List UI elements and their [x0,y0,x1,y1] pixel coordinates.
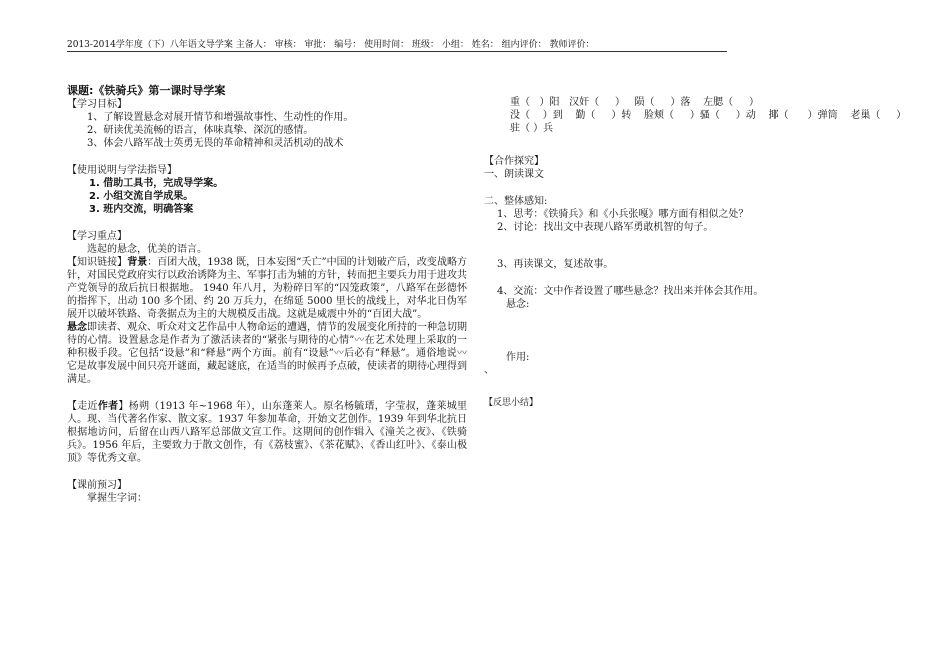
suspense-label: 悬念 [67,322,87,333]
question-2: 2、讨论：找出文中表现八路军勇敢机智的句子。 [497,222,714,233]
focus-text: 选起的悬念，优美的语言。 [87,244,207,255]
question-1: 1、思考：《铁骑兵》和《小兵张嘎》哪方面有相似之处？ [497,209,749,220]
goal-item-1: 1、了解设置悬念对展开情节和增强故事性、生动性的作用。 [87,112,354,123]
vocab-line-2: 没（ ）到 勤（ ）转 脸颊（ ）骚（ ）动 揶（ ）弹筒 老巢（ ） [510,110,907,121]
usage-item-2: 2. 小组交流自学成果。 [89,191,194,202]
usage-heading: 【使用说明与学法指导】 [67,165,177,176]
vocab-line-1: 重（ ）阳 汉奸（ ） 陨（ ）落 左腮（ ） [510,97,760,108]
goals-heading: 【学习目标】 [67,99,127,110]
usage-item-1: 1. 借助工具书，完成导学案。 [89,178,224,189]
question-4: 4、交流：文中作者设置了哪些悬念？找出来并体会其作用。 [497,286,764,297]
author-label: 作者 [97,401,119,412]
left-column [67,84,467,505]
suspense-answer-label: 悬念: [506,299,530,310]
overall-perception: 二、整体感知: [484,196,548,207]
coop-heading: 【合作探究】 [484,156,544,167]
right-column [484,96,907,410]
reflect-heading: 【反思小结】 [484,398,539,408]
author-lead: 【走近 [67,401,98,412]
preview-heading: 【课前预习】 [67,480,127,491]
goal-item-2: 2、研读优美流畅的语言，体味真挚、深沉的感情。 [87,125,314,136]
suspense-text: 即读者、观众、听众对文艺作品中人物命运的遭遇，情节的发展变化所持的一种急切期待的心情。设置悬念是作者为了激活读者的“紧张与期待的心情”〰在艺术处理上采取的一种积极手段。它包括“设悬”和“释悬”两个方面。前有“设悬”〰后必有“释悬”。通俗地说〰它是故事发展中间只亮开谜面，藏起谜底，在适当的时候再予点破，使读者的期待心理得到满足。 [67,322,467,385]
effect-answer-label: 作用: [506,352,530,363]
vocab-line-3: 驻（ ）兵 [510,123,554,134]
suspense-definition [67,321,467,386]
question-3: 3、再读课文，复述故事。 [497,259,614,270]
read-aloud: 一、朗读课文 [484,169,544,180]
page-header: 2013-2014学年度（下）八年语文导学案 主备人： 审核： 审批： 编号： 使用时间： 班级： 小组： 姓名： 组内评价： 教师评价： [67,37,727,52]
author-intro [67,400,467,465]
author-text: 】杨朔（1913 年~1968 年），山东蓬莱人。原名杨毓瑨，字莹叔，蓬莱城里人。现、当代著名作家、散文家。1937 年参加革命，开始文艺创作。1939 年到华北抗日根据地访问，后留在山西八路军总部做文宣工作。这期间的创作辑入《潼关之夜》、《铁骑兵》。1956 年后，主要致力于散文创作，有《荔枝蜜》、《茶花赋》、《香山红叶》、《泰山极顶》等优秀文章。 [67,401,468,464]
preview-text: 掌握生字词： [87,493,147,504]
goal-item-3: 3、体会八路军战士英勇无畏的革命精神和灵活机动的战术 [87,138,344,149]
background-label: 背景 [127,257,148,268]
stray-mark: 、 [484,365,494,376]
focus-heading: 【学习重点】 [67,231,127,242]
knowledge-link [67,256,467,321]
lesson-title: 课题:《铁骑兵》第一课时导学案 [67,84,226,97]
knowledge-lead: 【知识链接】 [67,257,128,268]
usage-item-3: 3. 班内交流，明确答案 [89,204,194,215]
background-text: ：百团大战，1938 既，日本妄图“夭亡”中国的计划破产后，改变战略方针，对国民党政府实行以政治诱降为主、军事打击为辅的方针，转而把主要兵力用于进攻共产党领导的敌后抗日根据地。 1940 年八月，为粉碎日军的“囚笼政策”，八路军在彭德怀的指挥下，出动 100 多个团、约 20 万兵力，在绵延 5000 里长的战线上，对华北日伪军展开以破坏铁路、奇袭据点为主的大规模反击战。这就是威震中外的“百团大战”。 [67,257,468,320]
